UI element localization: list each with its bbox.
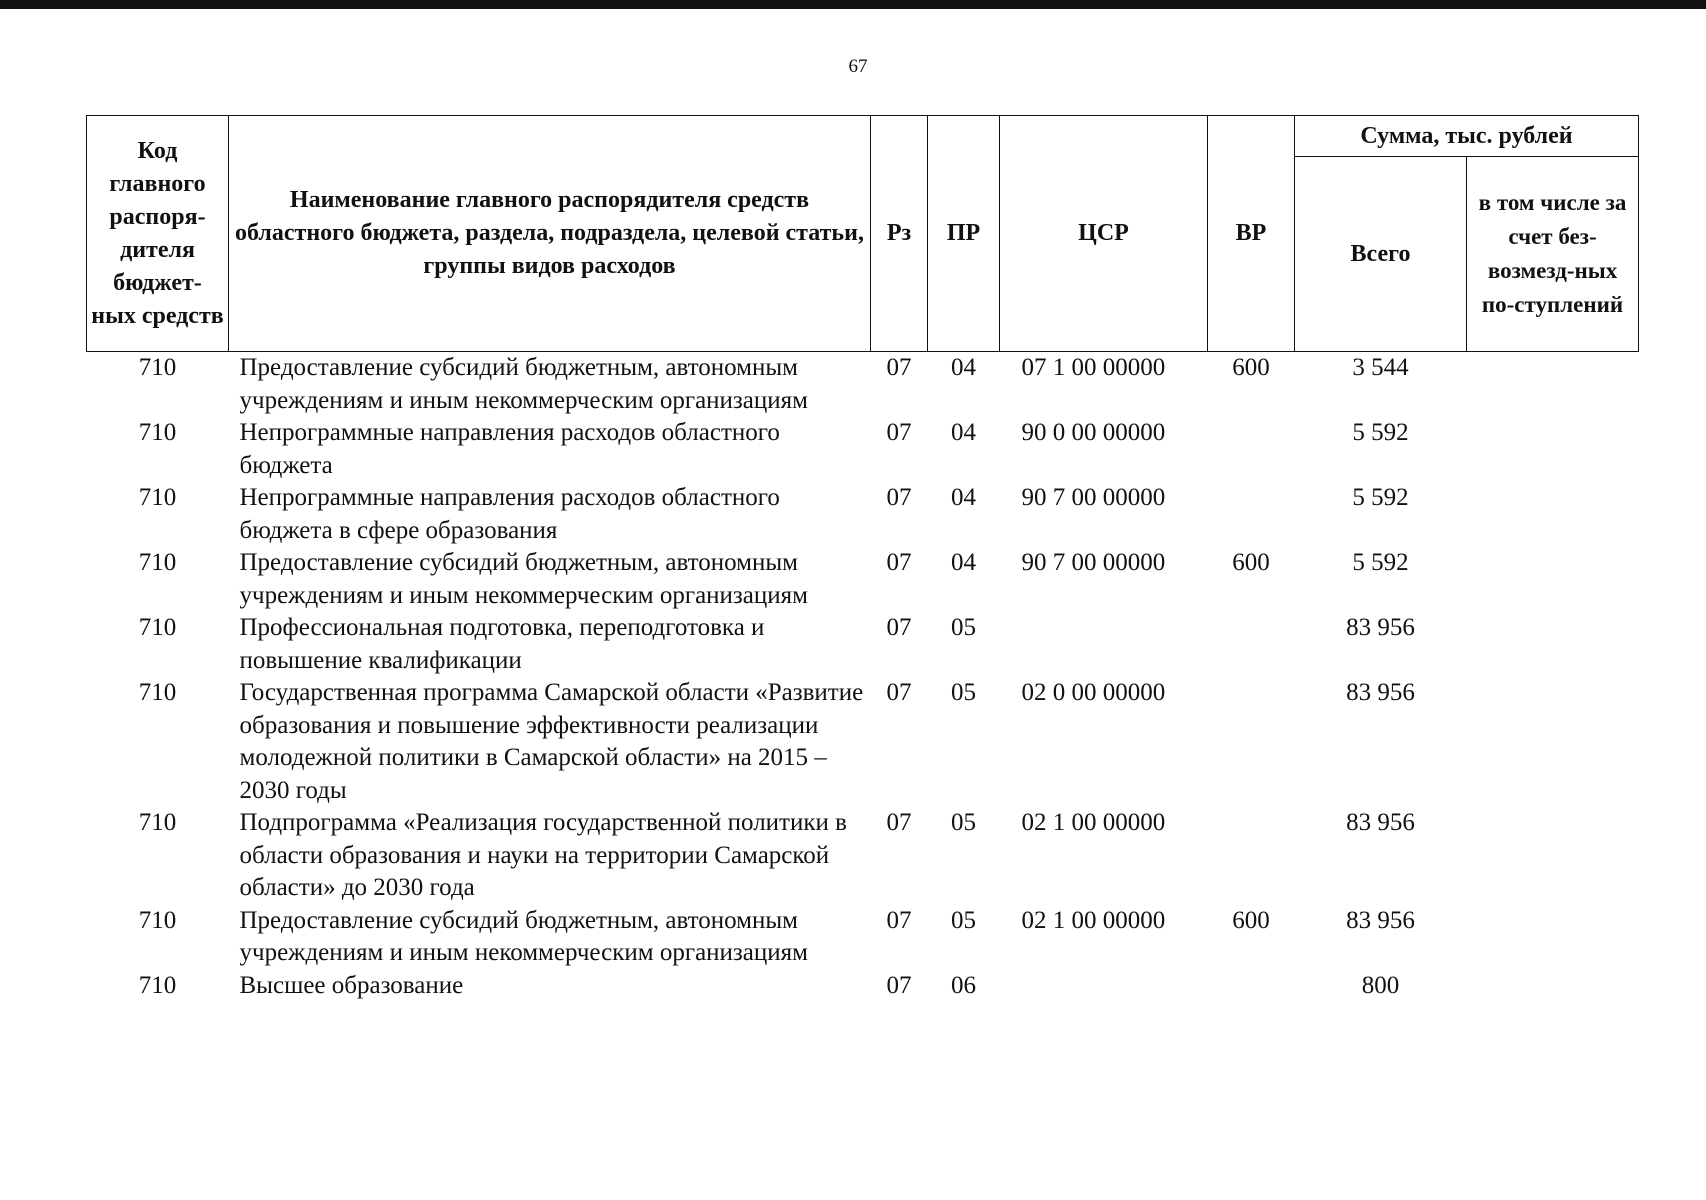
cell-vr — [1208, 612, 1295, 677]
cell-code: 710 — [138, 906, 177, 934]
cell-csr: 90 0 00 00000 — [1021, 419, 1166, 446]
cell-vr — [1208, 677, 1295, 807]
cell-name: Непрограммные направления расходов областного бюджета — [239, 419, 780, 479]
cell-code: 710 — [138, 484, 177, 511]
cell-code: 710 — [138, 419, 177, 446]
header-pr: ПР — [928, 116, 1000, 352]
cell-name: Предоставление субсидий бюджетным, автономным учреждениям и иным некоммерческим организациям — [239, 354, 808, 414]
cell-gratuitous — [1467, 612, 1639, 677]
cell-pr: 05 — [951, 614, 976, 641]
cell-gratuitous — [1467, 482, 1639, 547]
cell-vr — [1208, 482, 1295, 547]
header-gratuitous: в том числе за счет без-возмезд-ных по-ступлений — [1467, 157, 1639, 352]
cell-name: Высшее образование — [239, 971, 464, 999]
cell-name: Предоставление субсидий бюджетным, автономным учреждениям и иным некоммерческим организациям — [239, 549, 808, 609]
cell-gratuitous — [1467, 905, 1639, 970]
cell-rz: 07 — [886, 614, 912, 641]
cell-csr: 02 1 00 00000 — [1021, 906, 1166, 934]
table-row — [87, 905, 1639, 970]
cell-pr: 05 — [951, 809, 976, 836]
table-row — [87, 547, 1639, 612]
cell-pr: 04 — [951, 484, 976, 511]
cell-code: 710 — [138, 679, 177, 706]
cell-pr: 06 — [951, 971, 976, 999]
cell-rz: 07 — [886, 484, 912, 511]
cell-rz: 07 — [886, 809, 912, 836]
cell-csr: 07 1 00 00000 — [1021, 354, 1166, 381]
cell-total: 3 544 — [1352, 354, 1409, 381]
cell-name: Государственная программа Самарской области «Развитие образования и повышение эффективности реализации молодежной политики в Самарской области» на 2015 – 2030 годы — [239, 679, 864, 804]
cell-vr — [1208, 417, 1295, 482]
cell-gratuitous — [1467, 970, 1639, 1003]
cell-code: 710 — [138, 614, 177, 641]
cell-pr: 04 — [951, 354, 976, 381]
cell-gratuitous — [1467, 677, 1639, 807]
table-row — [87, 970, 1639, 1003]
cell-name: Предоставление субсидий бюджетным, автономным учреждениям и иным некоммерческим организациям — [239, 906, 808, 966]
header-code: Код главного распоря-дителя бюджет-ных средств — [87, 116, 229, 352]
cell-rz: 07 — [886, 906, 912, 934]
cell-pr: 04 — [951, 549, 976, 576]
cell-csr: 90 7 00 00000 — [1021, 549, 1166, 576]
page-number: 67 — [848, 56, 868, 77]
cell-name: Профессиональная подготовка, переподготовка и повышение квалификации — [239, 614, 765, 674]
header-csr: ЦСР — [1000, 116, 1208, 352]
cell-total: 83 956 — [1346, 906, 1415, 934]
cell-pr: 05 — [951, 906, 976, 934]
cell-total: 5 592 — [1352, 484, 1409, 511]
table-row — [87, 417, 1639, 482]
cell-csr — [1000, 612, 1208, 677]
cell-total: 800 — [1361, 971, 1400, 999]
cell-code: 710 — [138, 971, 177, 999]
cell-total: 83 956 — [1346, 809, 1415, 836]
cell-total: 83 956 — [1346, 679, 1415, 706]
header-vr: ВР — [1208, 116, 1295, 352]
cell-name: Непрограммные направления расходов областного бюджета в сфере образования — [239, 484, 780, 544]
cell-code: 710 — [138, 809, 177, 836]
cell-rz: 07 — [886, 679, 912, 706]
cell-vr: 600 — [1232, 354, 1270, 381]
header-name: Наименование главного распорядителя средств областного бюджета, раздела, подраздела, целевой статьи, группы видов расходов — [229, 116, 871, 352]
cell-vr — [1208, 970, 1295, 1003]
table-row — [87, 612, 1639, 677]
cell-vr — [1208, 807, 1295, 905]
cell-total: 5 592 — [1352, 549, 1409, 576]
cell-name: Подпрограмма «Реализация государственной политики в области образования и науки на территории Самарской области» до 2030 года — [239, 809, 847, 901]
cell-csr: 90 7 00 00000 — [1021, 484, 1166, 511]
cell-csr — [1000, 970, 1208, 1003]
cell-vr: 600 — [1232, 549, 1270, 576]
cell-gratuitous — [1467, 547, 1639, 612]
top-border-line — [0, 0, 1706, 9]
cell-rz: 07 — [886, 549, 912, 576]
table-header — [87, 116, 1639, 352]
cell-rz: 07 — [886, 971, 912, 999]
table-body — [87, 352, 1639, 1003]
header-sum-group: Сумма, тыс. рублей — [1295, 116, 1639, 157]
cell-gratuitous — [1467, 807, 1639, 905]
header-total: Всего — [1295, 157, 1467, 352]
budget-table — [86, 115, 1639, 1002]
cell-rz: 07 — [886, 354, 912, 381]
table-row — [87, 482, 1639, 547]
cell-pr: 04 — [951, 419, 976, 446]
table-row — [87, 677, 1639, 807]
cell-pr: 05 — [951, 679, 976, 706]
cell-gratuitous — [1467, 352, 1639, 418]
table-row — [87, 807, 1639, 905]
cell-code: 710 — [138, 549, 177, 576]
table-row — [87, 352, 1639, 418]
cell-vr: 600 — [1232, 906, 1270, 934]
header-rz: Рз — [871, 116, 928, 352]
cell-total: 83 956 — [1346, 614, 1415, 641]
cell-total: 5 592 — [1352, 419, 1409, 446]
cell-rz: 07 — [886, 419, 912, 446]
cell-code: 710 — [138, 354, 177, 381]
cell-csr: 02 1 00 00000 — [1021, 809, 1166, 836]
cell-gratuitous — [1467, 417, 1639, 482]
cell-csr: 02 0 00 00000 — [1021, 679, 1166, 706]
